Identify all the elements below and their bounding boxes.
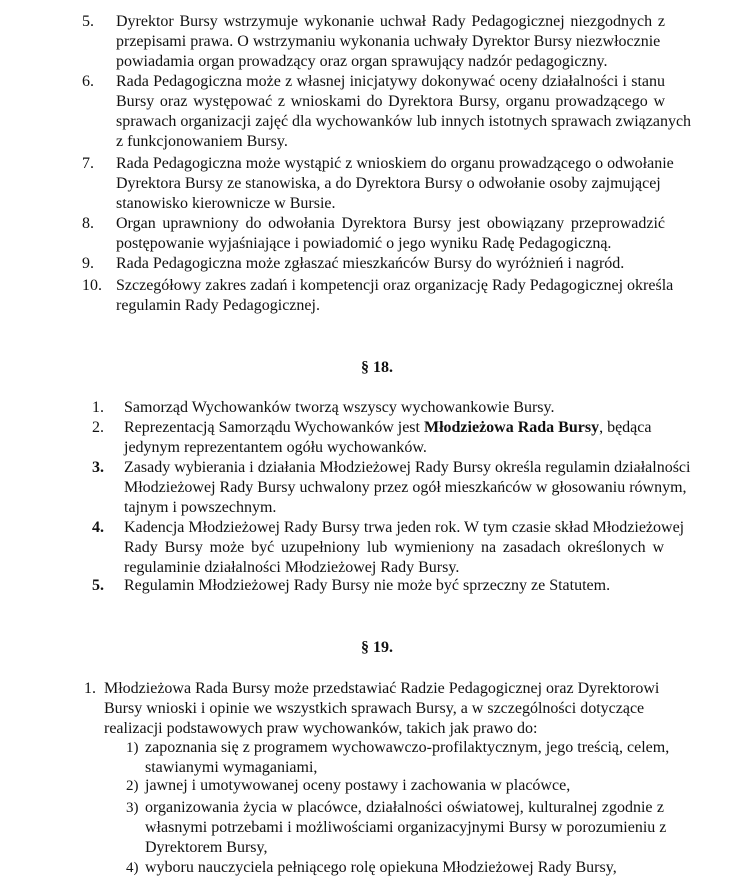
item-number: 3. — [92, 459, 104, 476]
item-number: 8. — [82, 215, 94, 232]
item-text-line: Rady Bursy może być uzupełniony lub wymieniony na zasadach określonych w — [124, 539, 664, 556]
item-text-line: Dyrektora Bursy ze stanowiska, a do Dyrektora Bursy o odwołanie osoby zajmującej — [116, 175, 661, 192]
item-text-line: jawnej i umotywowanej oceny postawy i zachowania w placówce, — [145, 777, 571, 794]
item-text-line: Zasady wybierania i działania Młodzieżowej Rady Bursy określa regulamin działalności — [124, 459, 691, 476]
item-text-line: Samorząd Wychowanków tworzą wszyscy wychowankowie Bursy. — [124, 399, 555, 416]
item-text-line: Rada Pedagogiczna może wystąpić z wnioskiem do organu prowadzącego o odwołanie — [116, 155, 674, 172]
item-text-line: Bursy oraz występować z wnioskami do Dyrektora Bursy, organu prowadzącego w — [116, 93, 665, 110]
item-text-line: Młodzieżowa Rada Bursy może przedstawiać Radzie Pedagogicznej oraz Dyrektorowi — [104, 680, 660, 697]
item-text-line: Szczegółowy zakres zadań i kompetencji oraz organizację Rady Pedagogicznej określa — [116, 277, 674, 294]
item-number: 10. — [82, 277, 102, 294]
section-heading-18: § 18. — [361, 359, 393, 376]
item-text-line: tajnym i powszechnym. — [124, 499, 277, 516]
item-text-line: Kadencja Młodzieżowej Rady Bursy trwa jeden rok. W tym czasie skład Młodzieżowej — [124, 519, 685, 536]
item-text-line: Organ uprawniony do odwołania Dyrektora Bursy jest obowiązany przeprowadzić — [116, 215, 665, 232]
item-text-line: powiadamia organ prowadzący oraz organ sprawujący nadzór pedagogiczny. — [116, 53, 608, 70]
item-number: 5. — [92, 577, 104, 594]
item-text-line: regulaminie działalności Młodzieżowej Rady Bursy. — [124, 559, 460, 576]
item-number: 1. — [84, 680, 96, 697]
item-text-line: regulamin Rady Pedagogicznej. — [116, 297, 320, 314]
item-number: 2) — [126, 778, 139, 794]
item-number: 1) — [126, 740, 139, 756]
item-text-line: realizacji podstawowych praw wychowanków, takich jak prawo do: — [104, 720, 538, 737]
item-text-line: Młodzieżowej Rady Bursy uchwalony przez ogół mieszkańców w głosowaniu równym, — [124, 479, 687, 496]
item-number: 4) — [126, 860, 139, 876]
item-text-line: Reprezentacją Samorządu Wychowanków jest Młodzieżowa Rada Bursy, będąca — [124, 419, 652, 436]
item-text-line: Rada Pedagogiczna może zgłaszać mieszkańców Bursy do wyróżnień i nagród. — [116, 255, 625, 272]
item-text-line: wyboru nauczyciela pełniącego rolę opiekuna Młodzieżowej Rady Bursy, — [145, 859, 617, 876]
item-text-line: sprawach organizacji zajęć dla wychowanków lub innych istotnych sprawach związanych — [116, 113, 692, 130]
item-text-line: Dyrektorem Bursy, — [145, 839, 268, 856]
item-text-line: przepisami prawa. O wstrzymaniu wykonania uchwały Dyrektor Bursy niezwłocznie — [116, 33, 661, 50]
item-number: 9. — [82, 255, 94, 272]
council-name-bold: Młodzieżowa Rada Bursy — [423, 419, 600, 436]
item-number: 6. — [82, 73, 94, 90]
item-text-line: Dyrektor Bursy wstrzymuje wykonanie uchwał Rady Pedagogicznej niezgodnych z — [116, 13, 665, 30]
item-text-line: postępowanie wyjaśniające i powiadomić o jego wyniku Radę Pedagogiczną. — [116, 235, 612, 252]
item-number: 4. — [92, 519, 104, 536]
item-text-line: organizowania życia w placówce, działalności oświatowej, kulturalnej zgodnie z — [145, 799, 664, 816]
item-text-line: stanowisko kierownicze w Bursie. — [116, 195, 336, 212]
item-text-line: Bursy wnioski i opinie we wszystkich sprawach Bursy, a w szczególności dotyczące — [104, 700, 645, 717]
item-text-line: własnymi potrzebami i możliwościami organizacyjnymi Bursy w porozumieniu z — [145, 819, 667, 836]
item-number: 2. — [92, 419, 104, 436]
item-number: 7. — [82, 155, 94, 172]
item-text-line: z funkcjonowaniem Bursy. — [116, 133, 288, 150]
item-text-line: zapoznania się z programem wychowawczo-profilaktycznym, jego treścią, celem, — [145, 739, 670, 756]
item-number: 3) — [126, 800, 139, 816]
item-text-line: stawianymi wymaganiami, — [145, 759, 318, 776]
item-text-line: jedynym reprezentantem ogółu wychowanków. — [124, 439, 427, 456]
item-number: 1. — [92, 399, 104, 416]
section-heading-19: § 19. — [361, 639, 393, 656]
item-text-line: Regulamin Młodzieżowej Rady Bursy nie może być sprzeczny ze Statutem. — [124, 577, 611, 594]
item-number: 5. — [82, 13, 94, 30]
item-text-line: Rada Pedagogiczna może z własnej inicjatywy dokonywać oceny działalności i stanu — [116, 73, 665, 90]
